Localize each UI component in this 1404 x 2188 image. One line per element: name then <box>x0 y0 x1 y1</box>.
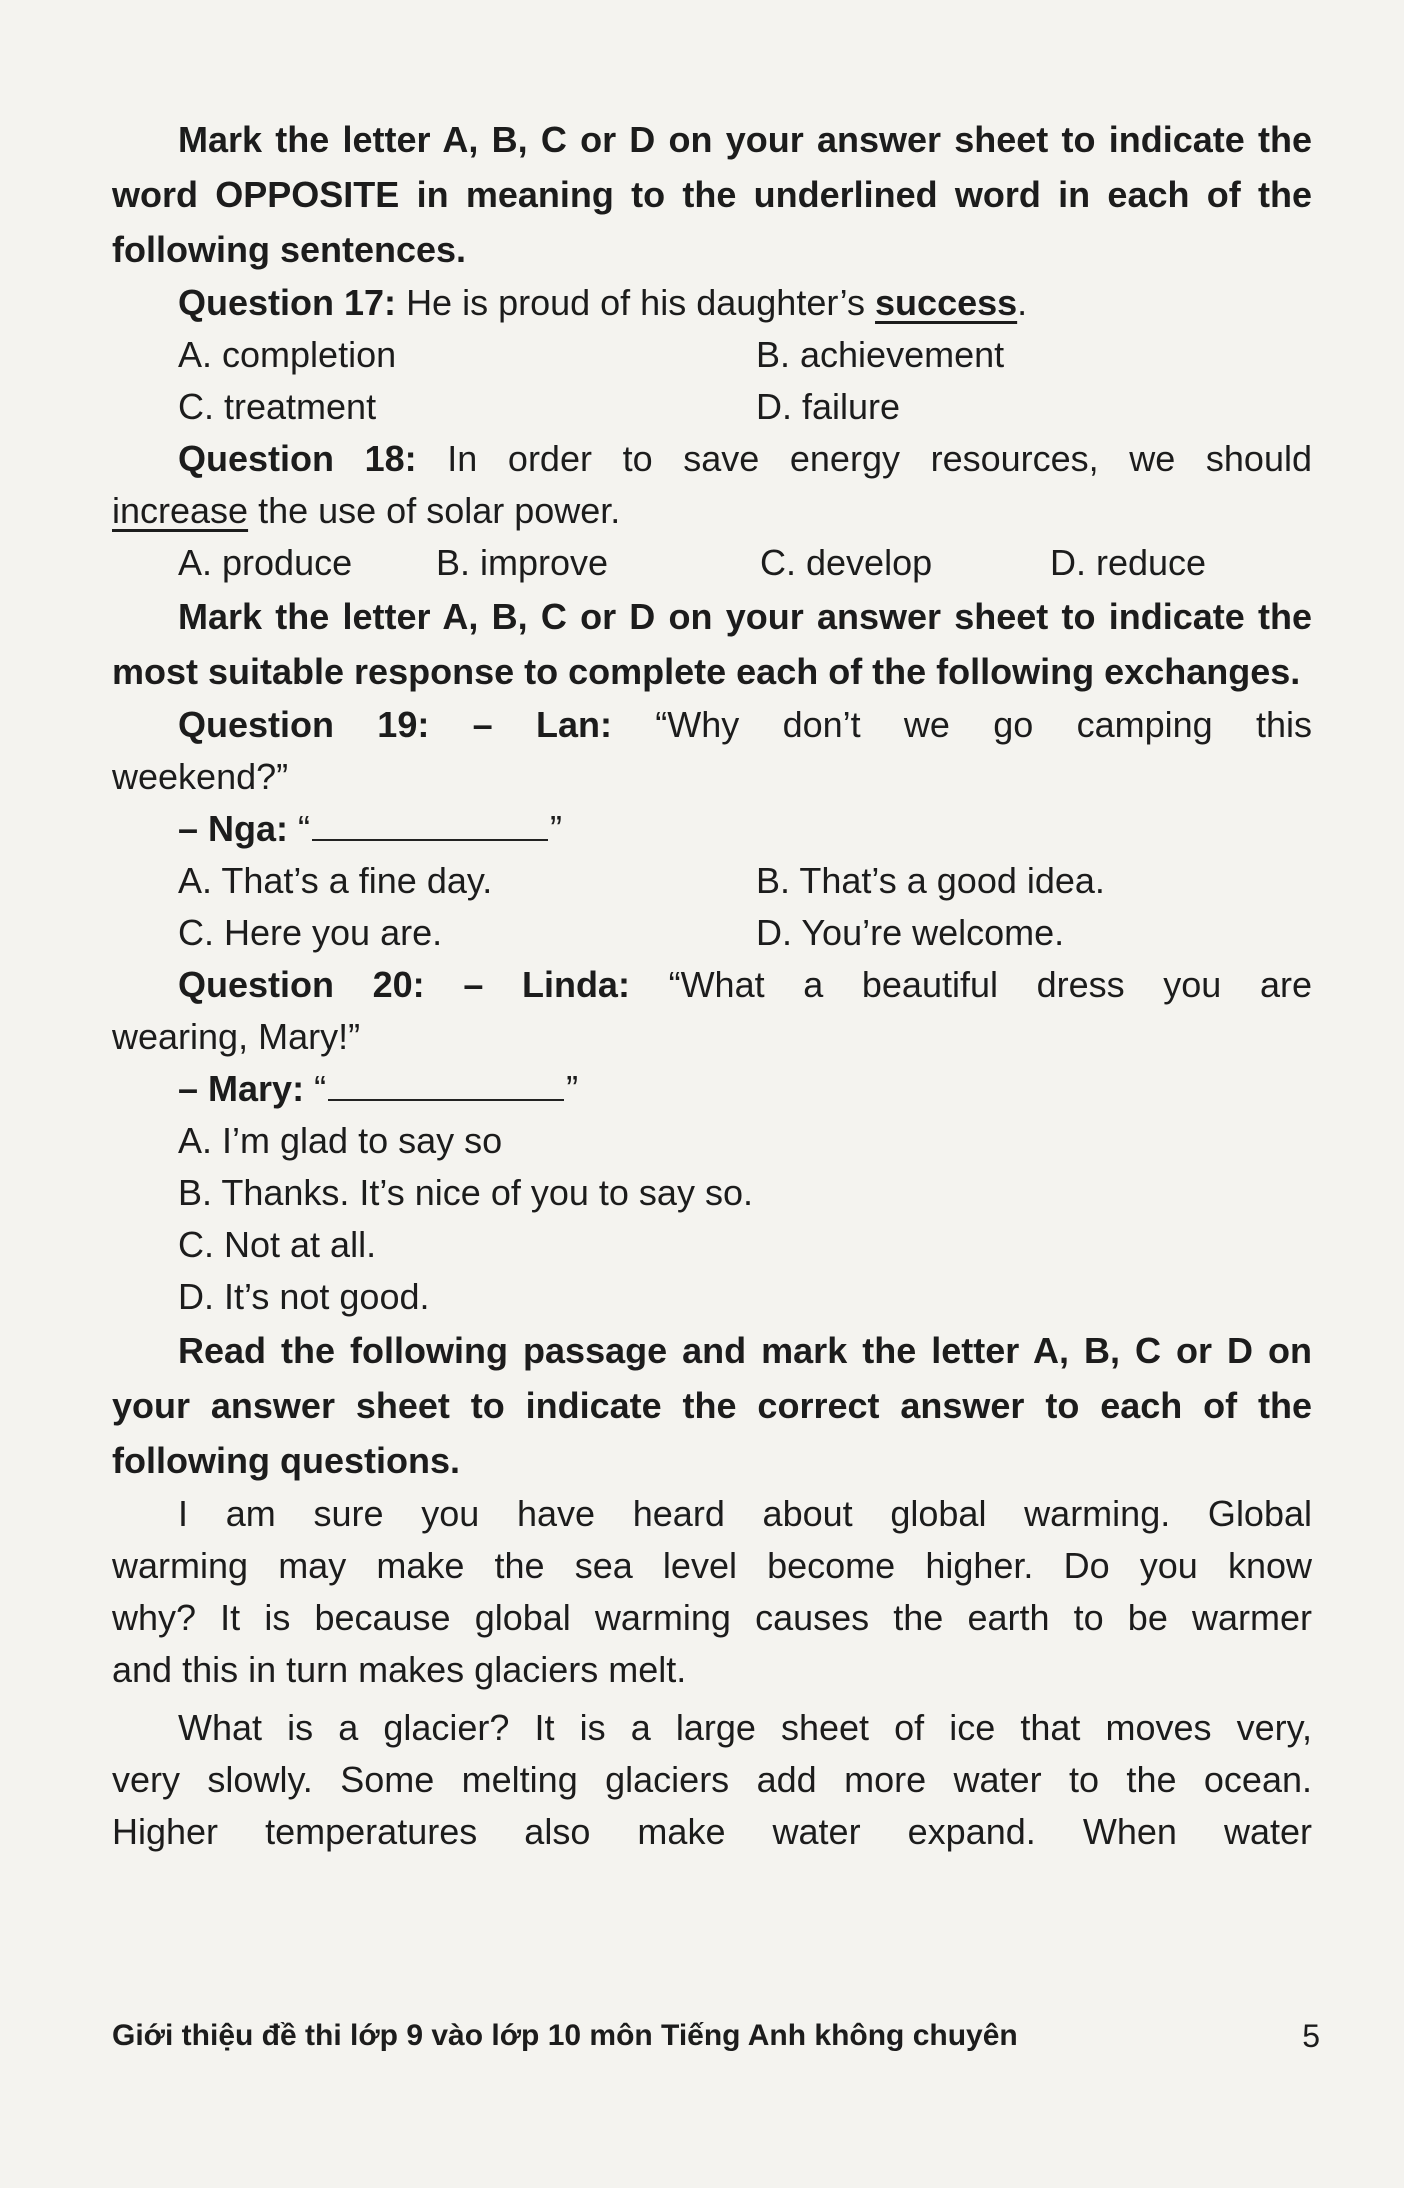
option-c: C. develop <box>760 542 933 583</box>
answer-blank <box>328 1065 564 1101</box>
question-19-text: “Why don’t we go camping this <box>655 704 1312 745</box>
option-a: A. completion <box>178 334 397 375</box>
page-footer <box>112 2016 1320 2056</box>
passage-line: why? It is because global warming causes the earth to be warmer <box>112 1597 1312 1638</box>
question-19-response <box>112 803 1312 855</box>
question-19-label: Question 19: <box>178 704 430 745</box>
option-d: D. failure <box>756 386 901 427</box>
question-18-line-2 <box>112 485 1312 537</box>
section2-instruction: Mark the letter A, B, C or D on your answer sheet to indicate the most suitable response to complete each of the following exchanges. <box>112 596 1312 692</box>
question-18-underlined-word: increase <box>112 490 249 531</box>
option-b: B. improve <box>436 542 609 583</box>
question-20-speaker-1: – Linda: <box>463 964 630 1005</box>
passage-line: I am sure you have heard about global warming. Global <box>178 1493 1312 1534</box>
passage-paragraph-2 <box>112 1702 1312 1858</box>
question-20 <box>112 959 1312 1011</box>
question-18-label: Question 18: <box>178 438 417 479</box>
question-18-text-end: the use of solar power. <box>258 490 621 531</box>
option-b: B. achievement <box>756 334 1005 375</box>
close-quote: ” <box>566 1068 579 1109</box>
question-18-text: In order to save energy resources, we should <box>447 438 1312 479</box>
answer-blank <box>312 805 548 841</box>
option-d: D. You’re welcome. <box>756 912 1065 953</box>
section3-instruction: Read the following passage and mark the letter A, B, C or D on your answer sheet to indicate the correct answer to each of the following questions. <box>112 1330 1312 1481</box>
passage-paragraph-1 <box>112 1488 1312 1696</box>
open-quote: “ <box>298 808 311 849</box>
option-a: A. I’m glad to say so <box>178 1120 503 1161</box>
passage-line: and this in turn makes glaciers melt. <box>112 1649 687 1690</box>
question-17-options-row-2 <box>112 381 1312 433</box>
option-d: D. reduce <box>1050 542 1207 583</box>
close-quote: ” <box>550 808 563 849</box>
option-d: D. It’s not good. <box>178 1276 430 1317</box>
question-17 <box>112 277 1312 329</box>
page-number: 5 <box>1302 2018 1320 2054</box>
question-19-speaker-2: – Nga: <box>178 808 289 849</box>
question-17-label: Question 17: <box>178 282 397 323</box>
option-a: A. That’s a fine day. <box>178 860 493 901</box>
passage-line: What is a glacier? It is a large sheet of ice that moves very, <box>178 1707 1312 1748</box>
question-19-speaker-1: – Lan: <box>472 704 612 745</box>
open-quote: “ <box>314 1068 327 1109</box>
question-19-line-2: weekend?” <box>112 756 289 797</box>
question-20-speaker-2: – Mary: <box>178 1068 305 1109</box>
question-18 <box>112 433 1312 485</box>
passage-line: very slowly. Some melting glaciers add more water to the ocean. <box>112 1759 1312 1800</box>
question-17-options-row-1 <box>112 329 1312 381</box>
question-20-text: “What a beautiful dress you are <box>668 964 1312 1005</box>
option-a: A. produce <box>178 542 353 583</box>
section1-instruction: Mark the letter A, B, C or D on your answer sheet to indicate the word OPPOSITE in meaning to the underlined word in each of the following sentences. <box>112 119 1312 270</box>
question-19-options-row-1 <box>112 855 1312 907</box>
option-b: B. That’s a good idea. <box>756 860 1105 901</box>
question-17-underlined-word: success <box>875 282 1018 323</box>
page-content <box>112 112 1312 1858</box>
question-19 <box>112 699 1312 751</box>
option-c: C. Here you are. <box>178 912 443 953</box>
passage-line: warming may make the sea level become higher. Do you know <box>112 1545 1312 1586</box>
book-title: Giới thiệu đề thi lớp 9 vào lớp 10 môn Tiếng Anh không chuyên <box>112 2019 1018 2052</box>
question-18-options <box>112 537 1312 589</box>
question-20-label: Question 20: <box>178 964 425 1005</box>
option-c: C. treatment <box>178 386 377 427</box>
question-20-line-2: wearing, Mary!” <box>112 1016 361 1057</box>
question-17-end: . <box>1017 282 1028 323</box>
question-19-options-row-2 <box>112 907 1312 959</box>
passage-line: Higher temperatures also make water expand. When water <box>112 1811 1312 1852</box>
question-17-text: He is proud of his daughter’s <box>406 282 866 323</box>
option-b: B. Thanks. It’s nice of you to say so. <box>178 1172 753 1213</box>
question-20-response <box>112 1063 1312 1115</box>
option-c: C. Not at all. <box>178 1224 377 1265</box>
